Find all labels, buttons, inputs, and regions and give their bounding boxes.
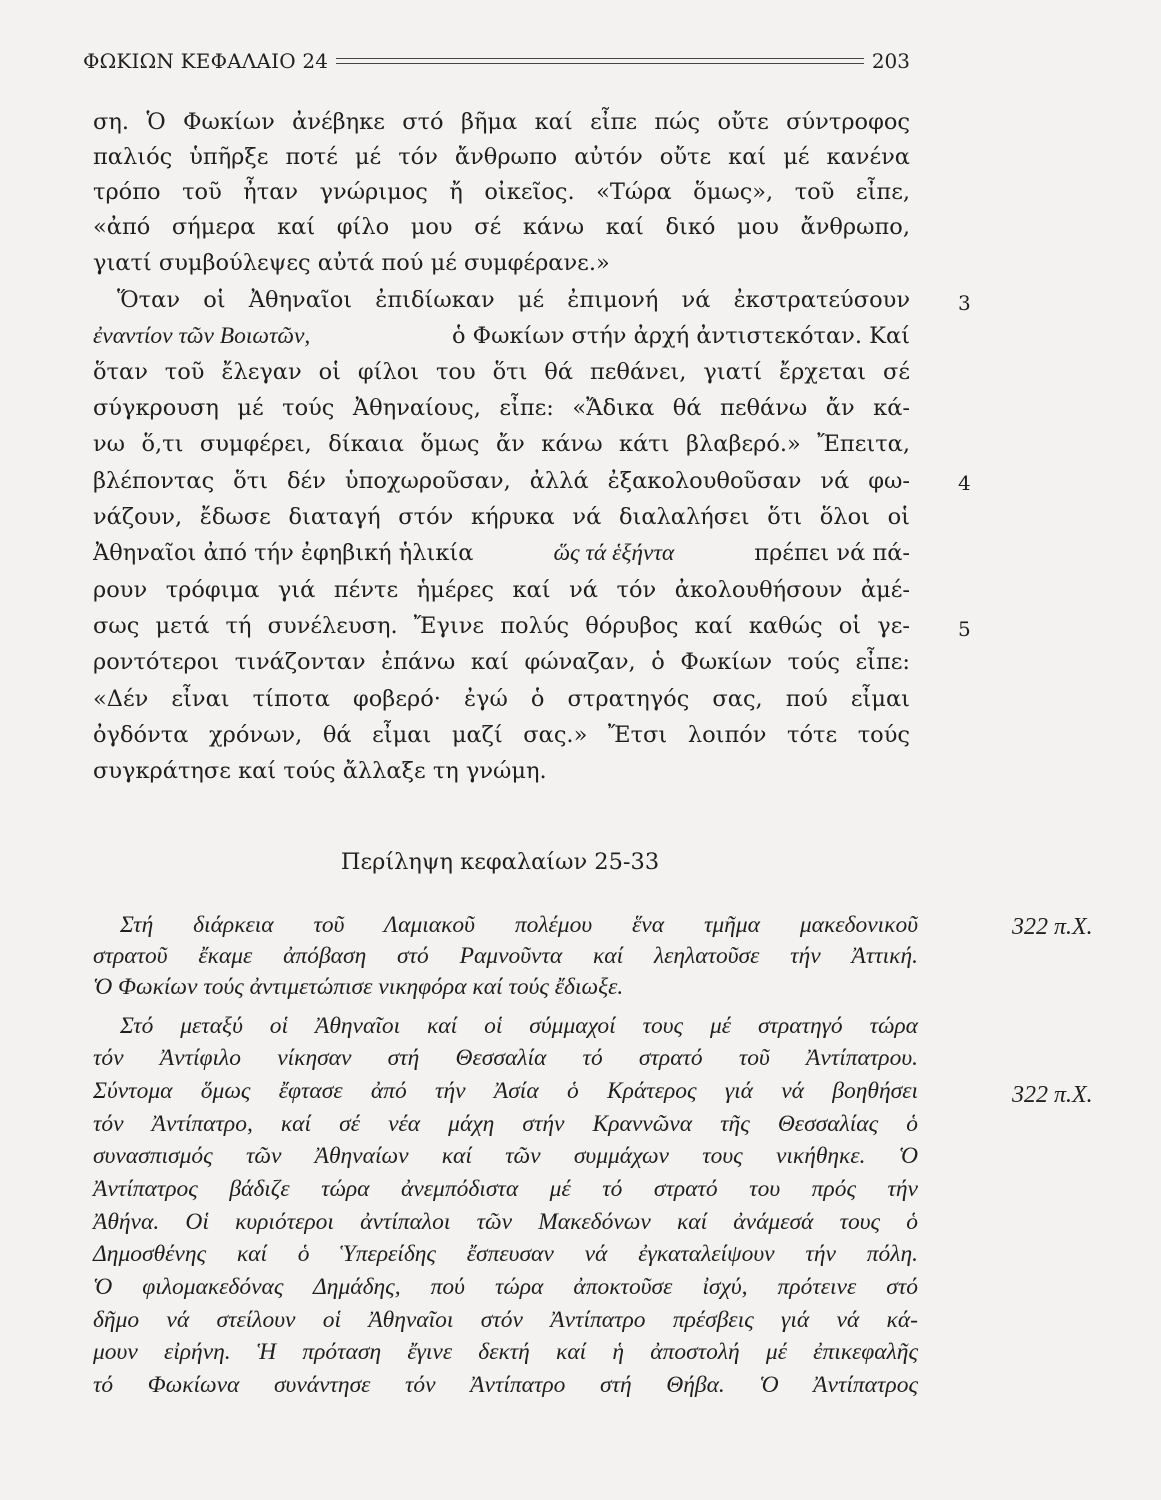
- text-line: Ὅταν οἱ Ἀθηναῖοι ἐπιδίωκαν μέ ἐπιμονή νά ἐκστρατεύσουν: [117, 287, 910, 313]
- text-line: σύγκρουση μέ τούς Ἀθηναίους, εἶπε: «Ἄδικα θά πεθάνω ἄν κά-: [93, 395, 910, 421]
- summary-line: στρατοῦ ἔκαμε ἀπόβαση στό Ραμνοῦντα καί λεηλατοῦσε τήν Ἀττική.: [93, 943, 918, 969]
- summary-line: τόν Ἀντίφιλο νίκησαν στή Θεσσαλία τό στρατό τοῦ Ἀντίπατρου.: [93, 1045, 918, 1071]
- date-note: 322 π.Χ.: [1012, 914, 1093, 940]
- summary-line: δῆμο νά στείλουν οἱ Ἀθηναῖοι στόν Ἀντίπατρο πρέσβεις γιά νά κά-: [93, 1307, 918, 1333]
- text-line: παλιός ὑπῆρξε ποτέ μέ τόν ἄνθρωπο αὐτόν οὔτε καί μέ κανένα: [93, 144, 910, 170]
- running-title: ΦΩΚΙΩΝ ΚΕΦΑΛΑΙΟ 24: [83, 49, 329, 73]
- page-number: 203: [871, 49, 910, 73]
- text-line: νω ὅ,τι συμφέρει, δίκαια ὅμως ἄν κάνω κάτι βλαβερό.» Ἔπειτα,: [93, 431, 910, 457]
- text-line: ροντότεροι τινάζονταν ἐπάνω καί φώναζαν, ὁ Φωκίων τούς εἶπε:: [93, 649, 910, 675]
- text-line: τρόπο τοῦ ἦταν γνώριμος ἤ οἰκεῖος. «Τώρα ὅμως», τοῦ εἶπε,: [93, 179, 910, 205]
- text-segment: ὁ Φωκίων στήν ἀρχή ἀντιστεκόταν. Καί: [451, 323, 910, 349]
- text-line: γιατί συμβούλεψες αὐτά πού μέ συμφέρανε.»: [93, 250, 610, 276]
- text-line: ὀγδόντα χρόνων, θά εἶμαι μαζί σας.» Ἔτσι λοιπόν τότε τούς: [93, 722, 910, 748]
- text-segment: πρέπει νά πά-: [754, 540, 910, 566]
- date-note: 322 π.Χ.: [1012, 1082, 1093, 1108]
- summary-line: συνασπισμός τῶν Ἀθηναίων καί τῶν συμμάχων τους νικήθηκε. Ὁ: [93, 1143, 918, 1169]
- text-line: συγκράτησε καί τούς ἄλλαξε τη γνώμη.: [93, 758, 547, 784]
- text-line: «Δέν εἶναι τίποτα φοβερό· ἐγώ ὁ στρατηγός σας, πού εἶμαι: [93, 686, 910, 712]
- chapter-marker-3: 3: [958, 291, 971, 315]
- text-line: «ἀπό σήμερα καί φίλο μου σέ κάνω καί δικό μου ἄνθρωπο,: [93, 214, 910, 240]
- text-line: [93, 538, 910, 568]
- summary-line: Δημοσθένης καί ὁ Ὑπερείδης ἔσπευσαν νά ἐγκαταλείψουν τήν πόλη.: [93, 1241, 918, 1267]
- chapter-marker-5: 5: [958, 617, 971, 641]
- section-heading: Περίληψη κεφαλαίων 25-33: [340, 849, 660, 875]
- summary-line: Ὁ Φωκίων τούς ἀντιμετώπισε νικηφόρα καί τούς ἔδιωξε.: [93, 974, 624, 1000]
- text-line: σως μετά τή συνέλευση. Ἔγινε πολύς θόρυβος καί καθώς οἱ γε-: [93, 613, 910, 639]
- running-header: [83, 46, 910, 76]
- summary-line: Ὁ φιλομακεδόνας Δημάδης, πού τώρα ἀποκτοῦσε ἰσχύ, πρότεινε στό: [93, 1274, 918, 1300]
- text-line: βλέποντας ὅτι δέν ὑποχωροῦσαν, ἀλλά ἐξακολουθοῦσαν νά φω-: [93, 468, 910, 494]
- summary-line: Στό μεταξύ οἱ Ἀθηναῖοι καί οἱ σύμμαχοί τους μέ στρατηγό τώρα: [120, 1013, 918, 1039]
- summary-line: τό Φωκίωνα συνάντησε τόν Ἀντίπατρο στή Θήβα. Ὁ Ἀντίπατρος: [93, 1372, 918, 1398]
- header-double-rule: [336, 58, 864, 64]
- text-line: νάζουν, ἔδωσε διαταγή στόν κήρυκα νά διαλαλήσει ὅτι ὅλοι οἱ: [93, 504, 910, 530]
- summary-line: Σύντομα ὅμως ἔφτασε ἀπό τήν Ἀσία ὁ Κράτερος γιά νά βοηθήσει: [93, 1078, 918, 1104]
- text-line: ρουν τρόφιμα γιά πέντε ἡμέρες καί νά τόν ἀκολουθήσουν ἀμέ-: [93, 577, 910, 603]
- summary-line: τόν Ἀντίπατρο, καί σέ νέα μάχη στήν Κραννῶνα τῆς Θεσσαλίας ὁ: [93, 1111, 918, 1137]
- text-line: [93, 321, 910, 351]
- emphasis-until-sixty: ὥς τά ἑξήντα: [553, 540, 675, 566]
- summary-line: μουν εἰρήνη. Ἡ πρόταση ἔγινε δεκτή καί ἡ ἀποστολή μέ ἐπικεφαλῆς: [93, 1339, 918, 1365]
- text-line: ὅταν τοῦ ἔλεγαν οἱ φίλοι του ὅτι θά πεθάνει, γιατί ἔρχεται σέ: [93, 359, 910, 385]
- chapter-marker-4: 4: [958, 471, 971, 495]
- summary-line: Ἀθήνα. Οἱ κυριότεροι ἀντίπαλοι τῶν Μακεδόνων καί ἀνάμεσά τους ὁ: [93, 1209, 918, 1235]
- text-line: ση. Ὁ Φωκίων ἀνέβηκε στό βῆμα καί εἶπε πώς οὔτε σύντροφος: [93, 109, 910, 135]
- text-segment: Ἀθηναῖοι ἀπό τήν ἐφηβική ἡλικία: [93, 540, 474, 566]
- summary-line: Στή διάρκεια τοῦ Λαμιακοῦ πολέμου ἕνα τμῆμα μακεδονικοῦ: [120, 912, 918, 938]
- emphasis-boeotians: ἐναντίον τῶν Βοιωτῶν,: [93, 323, 311, 349]
- summary-line: Ἀντίπατρος βάδιζε τώρα ἀνεμπόδιστα μέ τό στρατό του πρός τήν: [93, 1176, 918, 1202]
